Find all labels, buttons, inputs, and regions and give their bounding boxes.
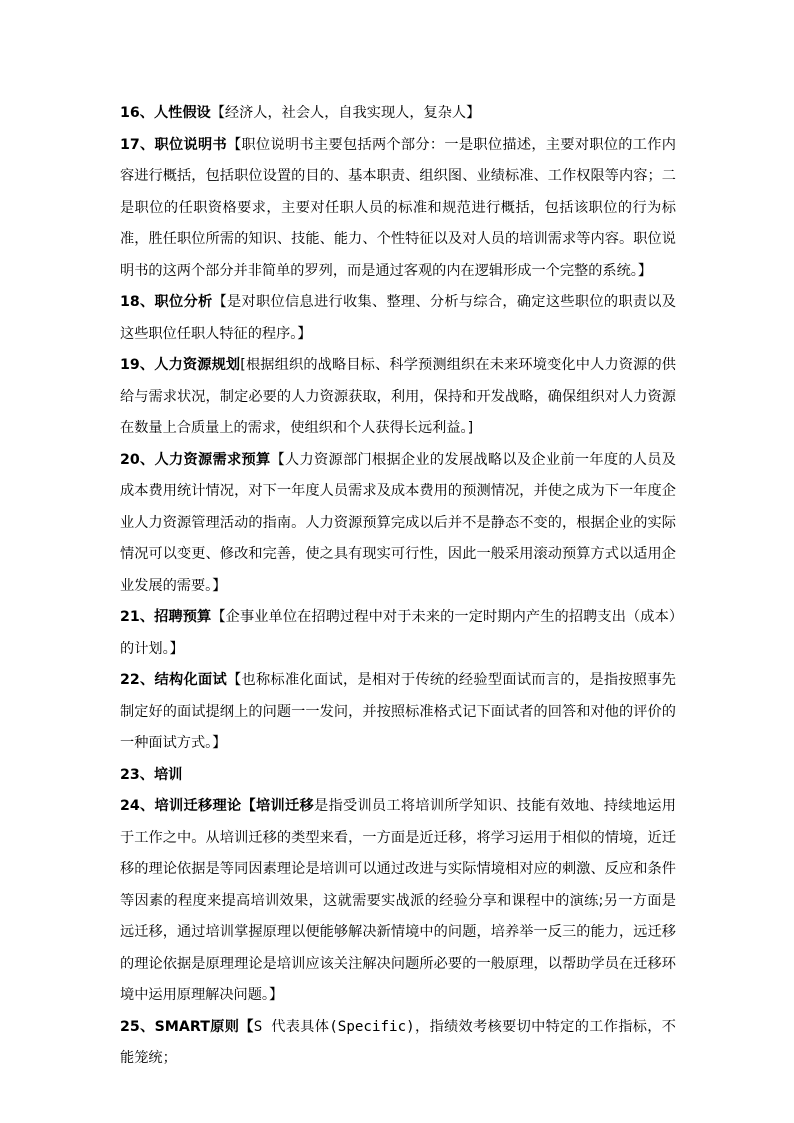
entry-16 bbox=[120, 98, 676, 130]
entry-body: 是指受训员工将培训所学知识、技能有效地、持续地运用于工作之中。从培训迁移的类型来看，一方面是近迁移，将学习运用于相似的情境，近迁移的理论依据是等同因素理论是培训可以通过改进与实际情境相对应的刺激、反应和条件等因素的程度来提高培训效果，这就需要实战派的经验分享和课程中的演练;另一方面是远迁移，通过培训掌握原理以便能够解决新情境中的问题，培养举一反三的能力，远迁移的理论依据是原理理论是培训应该关注解决问题所必要的一般原理，以帮助学员在迁移环境中运用原理解决问题。】 bbox=[120, 798, 676, 1003]
term-title: SMART原则 bbox=[154, 1018, 240, 1035]
entry-number: 21、 bbox=[120, 609, 155, 625]
entry-term bbox=[120, 105, 211, 121]
entry-number: 17、 bbox=[120, 136, 155, 153]
entry-20 bbox=[120, 445, 676, 603]
entry-body: [根据组织的战略目标、科学预测组织在未来环境变化中人力资源的供给与需求状况，制定必要的人力资源获取，利用，保持和开发战略，确保组织对人力资源在数量上合质量上的需求，使组织和个人获得长远利益。] bbox=[120, 357, 676, 436]
term-title: 职位分析 bbox=[154, 294, 213, 310]
entry-term bbox=[120, 672, 227, 688]
entry-term bbox=[120, 137, 227, 153]
term-title: 结构化面试 bbox=[154, 672, 228, 688]
entry-term bbox=[120, 609, 211, 625]
entry-23 bbox=[120, 760, 676, 792]
entry-term bbox=[120, 767, 182, 783]
inner-term: 培训迁移 bbox=[256, 798, 314, 814]
entry-term bbox=[120, 798, 314, 814]
entry-25 bbox=[120, 1012, 676, 1075]
term-title: 培训 bbox=[153, 766, 183, 783]
term-title: 人性假设 bbox=[153, 105, 211, 121]
entry-number: 18、 bbox=[120, 294, 155, 310]
term-title: 培训迁移理论 bbox=[154, 798, 242, 814]
entry-18 bbox=[120, 287, 676, 350]
entry-body: 【是对职位信息进行收集、整理、分析与综合，确定这些职位的职责以及这些职位任职人特征的程序。】 bbox=[120, 294, 676, 342]
entry-number: 24、 bbox=[120, 798, 155, 814]
entry-body: 【也称标准化面试，是相对于传统的经验型面试而言的，是指按照事先制定好的面试提纲上的问题一一发问，并按照标准格式记下面试者的回答和对他的评价的一种面试方式。】 bbox=[120, 672, 676, 751]
entry-24 bbox=[120, 791, 676, 1012]
term-title: 职位说明书 bbox=[154, 136, 228, 153]
entry-term bbox=[120, 1019, 254, 1035]
entry-term bbox=[120, 294, 213, 310]
entry-bracket-open: 【 bbox=[241, 798, 256, 814]
entry-22 bbox=[120, 665, 676, 760]
entry-term bbox=[120, 357, 240, 373]
term-title: 招聘预算 bbox=[154, 609, 212, 625]
entry-number: 22、 bbox=[120, 672, 155, 688]
entry-19 bbox=[120, 350, 676, 445]
entry-number: 16、 bbox=[120, 105, 154, 121]
entry-body: 【职位说明书主要包括两个部分：一是职位描述，主要对职位的工作内容进行概括，包括职位设置的目的、基本职责、组织图、业绩标准、工作权限等内容；二是职位的任职资格要求，主要对任职人员的标准和规范进行概括，包括该职位的行为标准，胜任职位所需的知识、技能、能力、个性特征以及对人员的培训需求等内容。职位说明书的这两个部分并非简单的罗列，而是通过客观的内在逻辑形成一个完整的系统。】 bbox=[120, 136, 676, 279]
entry-number: 20、 bbox=[120, 451, 155, 468]
entry-number: 25、 bbox=[120, 1018, 155, 1035]
entry-21 bbox=[120, 602, 676, 665]
term-title: 人力资源需求预算 bbox=[154, 451, 271, 468]
entry-term bbox=[120, 452, 271, 468]
entry-body: 【经济人，社会人，自我实现人，复杂人】 bbox=[210, 105, 481, 121]
entry-17 bbox=[120, 130, 676, 288]
entry-body: 【企事业单位在招聘过程中对于未来的一定时期内产生的招聘支出（成本）的计划。】 bbox=[120, 609, 676, 657]
document-page bbox=[120, 98, 676, 1075]
term-title: 人力资源规划 bbox=[154, 357, 241, 373]
entry-body: S 代表具体(Specific)，指绩效考核要切中特定的工作指标，不能笼统； bbox=[120, 1018, 676, 1066]
entry-number: 23、 bbox=[120, 766, 154, 783]
entry-number: 19、 bbox=[120, 357, 155, 373]
entry-body: 【人力资源部门根据企业的发展战略以及企业前一年度的人员及成本费用统计情况，对下一年度人员需求及成本费用的预测情况，并使之成为下一年度企业人力资源管理活动的指南。人力资源预算完成以后并不是静态不变的，根据企业的实际情况可以变更、修改和完善，使之具有现实可行性，因此一般采用滚动预算方式以适用企业发展的需要。】 bbox=[120, 451, 676, 594]
entry-bracket-open: 【 bbox=[239, 1018, 254, 1035]
